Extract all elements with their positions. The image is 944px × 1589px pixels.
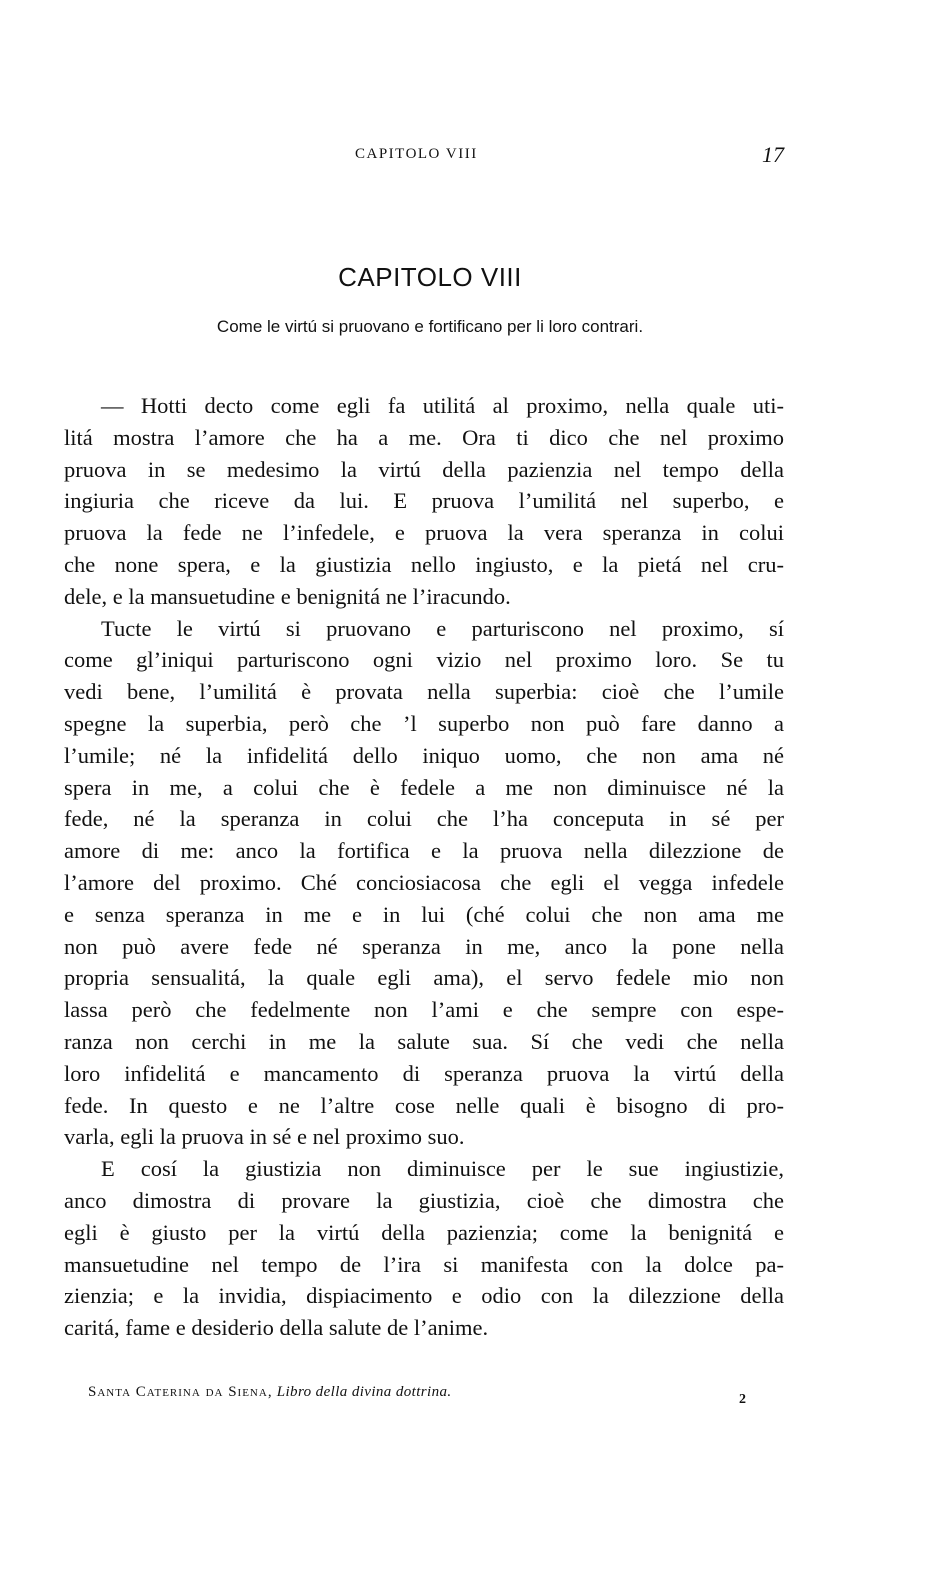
text-line: E cosí la giustizia non diminuisce per le sue ingiustizie, (101, 1156, 784, 1182)
text-line: fede. In questo e ne l’altre cose nelle quali è bisogno di pro- (64, 1092, 784, 1118)
text-line: che none spera, e la giustizia nello ingiusto, e la pietá nel cru- (64, 551, 784, 577)
chapter-subtitle: Come le virtú si pruovano e fortificano per li loro contrari. (216, 317, 644, 336)
text-line: spegne la superbia, però che ’l superbo non può fare danno a (64, 710, 784, 736)
signature-mark: 2 (739, 1392, 746, 1407)
text-line: ranza non cerchi in me la salute sua. Sí che vedi che nella (64, 1028, 784, 1054)
text-line: vedi bene, l’umilitá è provata nella superbia: cioè che l’umile (64, 679, 784, 705)
body-text (64, 390, 784, 1344)
text-line: spera in me, a colui che è fedele a me non diminuisce né la (64, 774, 784, 800)
text-line: ingiuria che riceve da lui. E pruova l’umilitá nel superbo, e (64, 488, 784, 514)
text-line: dele, e la mansuetudine e benignitá ne l’iracundo. (64, 583, 511, 609)
running-head: CAPITOLO VIII (355, 146, 478, 162)
text-line: caritá, fame e desiderio della salute de l’anime. (64, 1315, 489, 1341)
page-number: 17 (762, 142, 784, 167)
text-line: zienzia; e la invidia, dispiacimento e odio con la dilezzione della (64, 1283, 784, 1309)
text-line: loro infidelitá e mancamento di speranza pruova la virtú della (64, 1060, 784, 1086)
text-line: mansuetudine nel tempo de l’ira si manifesta con la dolce pa- (64, 1251, 784, 1277)
footer-author: Santa Caterina da Siena, (88, 1384, 273, 1400)
chapter-title: CAPITOLO VIII (338, 262, 522, 292)
text-line: varla, egli la pruova in sé e nel proximo suo. (64, 1124, 465, 1150)
text-line: anco dimostra di provare la giustizia, cioè che dimostra che (64, 1187, 784, 1213)
text-line: pruova la fede ne l’infedele, e pruova la vera speranza in colui (64, 520, 784, 546)
text-line: e senza speranza in me e in lui (ché colui che non ama me (64, 901, 784, 927)
text-line: pruova in se medesimo la virtú della pazienzia nel tempo della (64, 456, 784, 482)
footer-citation (88, 1384, 452, 1401)
text-line: come gl’iniqui parturiscono ogni vizio nel proximo loro. Se tu (64, 647, 784, 673)
text-line: egli è giusto per la virtú della pazienzia; come la benignitá e (64, 1219, 784, 1245)
text-line: fede, né la speranza in colui che l’ha conceputa in sé per (64, 806, 784, 832)
text-line: l’umile; né la infidelitá dello iniquo uomo, che non ama né (64, 742, 784, 768)
text-line: — Hotti decto come egli fa utilitá al proximo, nella quale uti- (101, 393, 784, 418)
text-line: amore di me: anco la fortifica e la pruova nella dilezzione de (64, 838, 784, 864)
footer-work-title: Libro della divina dottrina. (276, 1384, 452, 1400)
text-line: propria sensualitá, la quale egli ama), el servo fedele mio non (64, 965, 784, 991)
text-line: Tucte le virtú si pruovano e parturiscono nel proximo, sí (101, 615, 784, 641)
text-line: l’amore del proximo. Ché conciosiacosa che egli el vegga infedele (64, 869, 784, 895)
text-line: litá mostra l’amore che ha a me. Ora ti dico che nel proximo (64, 424, 784, 450)
text-line: non può avere fede né speranza in me, anco la pone nella (64, 933, 784, 959)
text-line: lassa però che fedelmente non l’ami e che sempre con espe- (64, 997, 784, 1023)
